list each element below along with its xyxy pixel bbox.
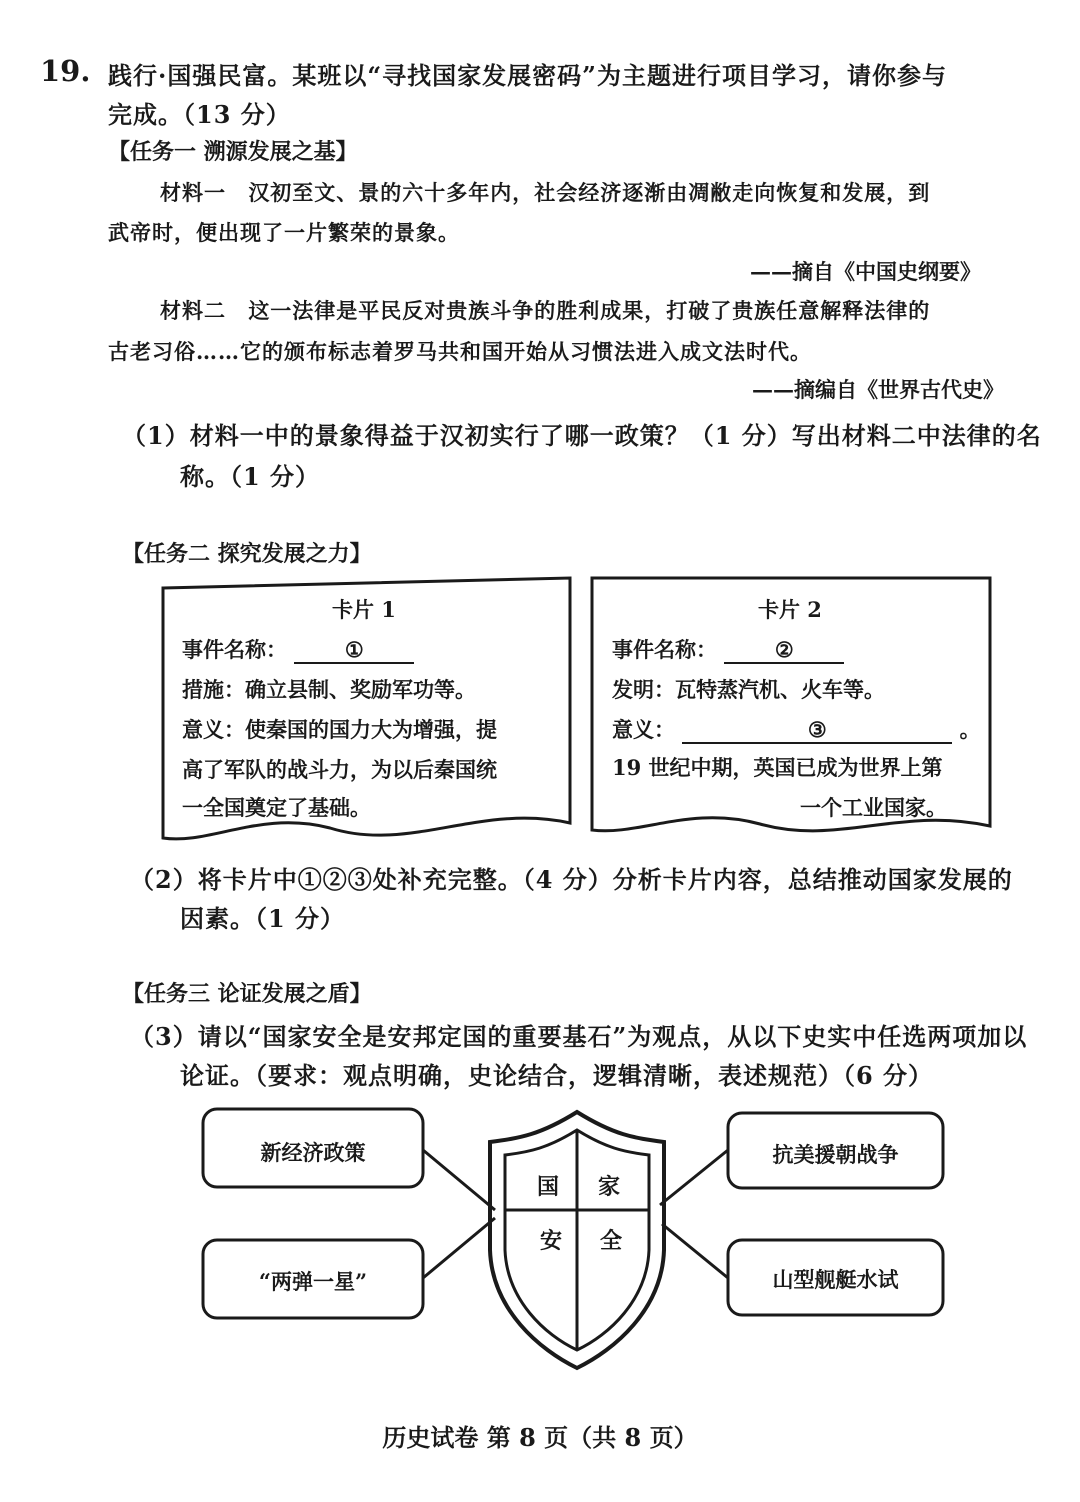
material2-line2: 古老习俗……它的颁布标志着罗马共和国开始从习惯法进入成文法时代。 [108, 339, 812, 364]
fact-korean-war: 抗美援朝战争 [772, 1142, 899, 1167]
shield-char-guo: 国 [537, 1174, 560, 1200]
card1-measures: 措施：确立县制、奖励军功等。 [182, 677, 476, 702]
card2-significance-end: 。 [959, 717, 981, 742]
material1-text: 汉初至文、景的六十多年内，社会经济逐渐由凋敝走向恢复和发展，到 [248, 180, 931, 205]
fact-new-economic-policy: 新经济政策 [260, 1140, 366, 1165]
card2-event-label: 事件名称： [612, 637, 717, 662]
q3-line2: 论证。（要求：观点明确，史论结合，逻辑清晰，表述规范）（6 分） [180, 1061, 934, 1090]
q1-line2: 称。（1 分） [180, 462, 321, 491]
card1-title: 卡片 1 [332, 597, 396, 622]
card1-significance-line3: 一全国奠定了基础。 [182, 795, 371, 820]
q2-line2: 因素。（1 分） [180, 904, 346, 933]
card1-blank-1: ① [294, 637, 414, 664]
page-footer: 历史试卷 第 8 页（共 8 页） [382, 1423, 698, 1452]
material2-text: 这一法律是平民反对贵族斗争的胜利成果，打破了贵族任意解释法律的 [248, 298, 931, 323]
question-number: 19. [40, 54, 91, 88]
card2-note-line2: 一个工业国家。 [800, 795, 947, 820]
connector-3 [423, 1218, 495, 1278]
task3-header: 【任务三 论证发展之盾】 [122, 981, 372, 1007]
card2-title: 卡片 2 [758, 597, 822, 622]
card1-significance-line1: 意义：使秦国的国力大为增强，提 [182, 717, 497, 742]
task1-header: 【任务一 溯源发展之基】 [108, 139, 358, 165]
card1-event-label: 事件名称： [182, 637, 287, 662]
card1-significance-line2: 高了军队的战斗力，为以后秦国统 [182, 757, 497, 782]
connector-2 [660, 1150, 728, 1205]
connector-1 [423, 1150, 495, 1210]
shield-char-quan: 全 [600, 1228, 623, 1254]
card2-blank-2: ② [724, 637, 844, 664]
task2-header: 【任务二 探究发展之力】 [122, 541, 372, 567]
material2-label: 材料二 [160, 298, 226, 323]
card2-invention: 发明：瓦特蒸汽机、火车等。 [612, 677, 885, 702]
card2-significance-label: 意义： [612, 717, 675, 742]
fact-two-bombs-one-satellite: “两弹一星” [258, 1269, 368, 1294]
material1-source: ——摘自《中国史纲要》 [750, 259, 981, 284]
q2-line1: （2）将卡片中①②③处补充完整。（4 分）分析卡片内容，总结推动国家发展的 [130, 865, 1013, 894]
question-title-line2: 完成。（13 分） [108, 100, 291, 129]
connector-4 [662, 1224, 728, 1278]
q3-line1: （3）请以“国家安全是安邦定国的重要基石”为观点，从以下史实中任选两项加以 [130, 1022, 1028, 1051]
card2-note-line1: 19 世纪中期，英国已成为世界上第 [612, 755, 943, 780]
shield-char-an: 安 [540, 1228, 563, 1254]
material1-line2: 武帝时，便出现了一片繁荣的景象。 [108, 220, 460, 245]
material2-source: ——摘编自《世界古代史》 [752, 377, 1004, 402]
fact-vessel-trial: 山型舰艇水试 [772, 1267, 899, 1292]
material1-label: 材料一 [160, 180, 226, 205]
question-title-line1: 践行·国强民富。某班以“寻找国家发展密码”为主题进行项目学习，请你参与 [108, 61, 947, 90]
card2-blank-3: ③ [682, 717, 952, 744]
shield-char-jia: 家 [598, 1174, 621, 1200]
q1-line1: （1）材料一中的景象得益于汉初实行了哪一政策？（1 分）写出材料二中法律的名 [122, 421, 1042, 450]
